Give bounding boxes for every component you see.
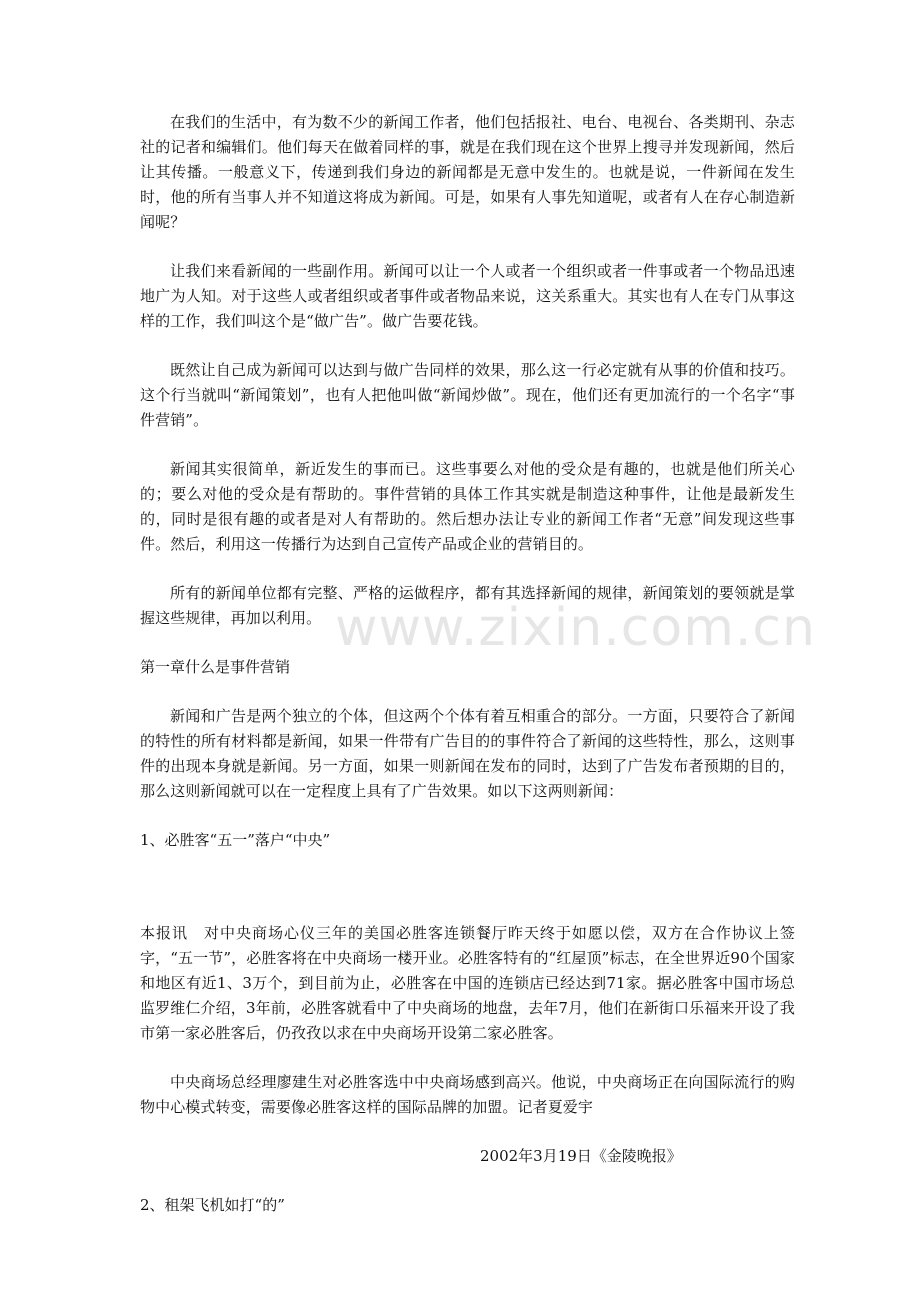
site-watermark: www.zixin.com.cn [335,598,816,658]
example-1-body-2: 中央商场总经理廖建生对必胜客选中中央商场感到高兴。他说，中央商场正在向国际流行的购物中心模式转变，需要像必胜客这样的国际品牌的加盟。记者夏爱宇 [140,1073,795,1116]
paragraph-1: 在我们的生活中，有为数不少的新闻工作者，他们包括报社、电台、电视台、各类期刊、杂志社的记者和编辑们。他们每天在做着同样的事，就是在我们现在这个世界上搜寻并发现新闻，然后让其传播。一般意义下，传递到我们身边的新闻都是无意中发生的。也就是说，一件新闻在发生时，他的所有当事人并不知道这将成为新闻。可是，如果有人事先知道呢，或者有人在存心制造新闻呢？ [140,113,795,231]
example-1-body: 本报讯 对中央商场心仪三年的美国必胜客连锁餐厅昨天终于如愿以偿，双方在合作协议上签字，“五一节”，必胜客将在中央商场一楼开业。必胜客特有的“红屋顶”标志，在全世界近90个国家和地区有近1、3万个，到目前为止，必胜客在中国的连锁店已经达到71家。据必胜客中国市场总监罗维仁介绍，3年前，必胜客就看中了中央商场的地盘，去年7月，他们在新街口乐福来开设了我市第一家必胜客后，仍孜孜以求在中央商场开设第二家必胜客。 [140,924,795,1042]
example-1-dateline: 2002年3月19日《金陵晚报》 [480,1147,682,1165]
example-1-title: 1、必胜客“五一”落户“中央” [140,831,331,849]
paragraph-4: 新闻其实很简单，新近发生的事而已。这些事要么对他的受众是有趣的，也就是他们所关心的；要么对他的受众是有帮助的。事件营销的具体工作其实就是制造这种事件，让他是最新发生的，同时是很有趣的或者是对人有帮助的。然后想办法让专业的新闻工作者“无意”间发现这些事件。然后，利用这一传播行为达到自己宣传产品或企业的营销目的。 [140,460,795,553]
paragraph-3: 既然让自己成为新闻可以达到与做广告同样的效果，那么这一行必定就有从事的价值和技巧。这个行当就叫“新闻策划”，也有人把他叫做“新闻炒做”。现在，他们还有更加流行的一个名字“事件营销”。 [140,361,795,429]
chapter-paragraph: 新闻和广告是两个独立的个体，但这两个个体有着互相重合的部分。一方面，只要符合了新闻的特性的所有材料都是新闻，如果一件带有广告目的的事件符合了新闻的这些特性，那么，这则事件的出现本身就是新闻。另一方面，如果一则新闻在发布的同时，达到了广告发布者预期的目的，那么这则新闻就可以在一定程度上具有了广告效果。如以下这两则新闻： [140,707,795,800]
paragraph-5: 所有的新闻单位都有完整、严格的运做程序，都有其选择新闻的规律，新闻策划的要领就是掌握这些规律，再加以利用。 [140,584,795,627]
chapter-heading: 第一章什么是事件营销 [140,658,291,676]
example-2-title: 2、租架飞机如打“的” [140,1196,285,1214]
paragraph-2: 让我们来看新闻的一些副作用。新闻可以让一个人或者一个组织或者一件事或者一个物品迅速地广为人知。对于这些人或者组织或者事件或者物品来说，这关系重大。其实也有人在专门从事这样的工作，我们叫这个是“做广告”。做广告要花钱。 [140,262,795,330]
document-body [140,110,795,1218]
